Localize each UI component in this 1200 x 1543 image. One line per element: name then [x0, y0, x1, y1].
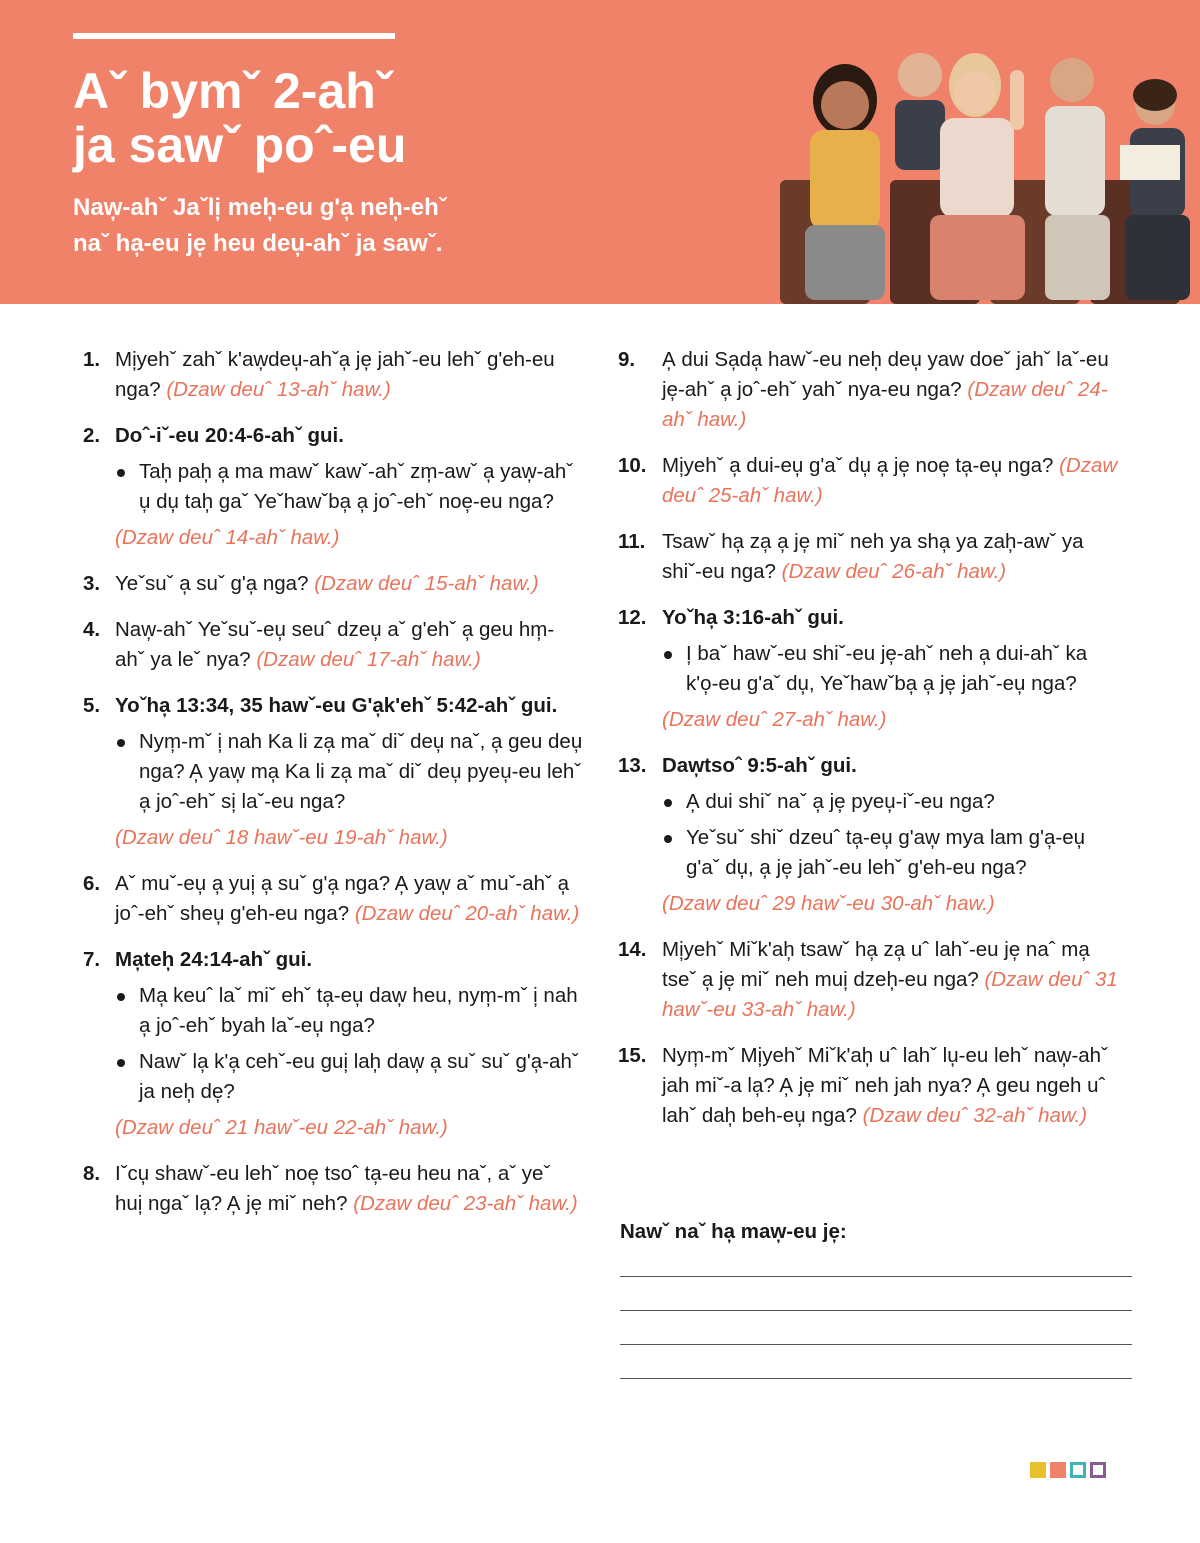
- scripture-title: Doˆ-iˇ-eu 20:4-6-ahˇ gui.: [115, 424, 344, 447]
- paragraph-reference: (Dzaw deuˆ 14-ahˇ haw.): [115, 526, 340, 549]
- bullet-item: Nym̦-mˇ i̦ nah Ka li za̦ maˇ diˇ deu̦ naˇ, a̦ geu deu̦ nga? A̦ yaw̦ ma̦ Ka li za̦ maˇ diˇ deu̦ pyeu̦-eu lehˇ a̦ joˆ-ehˇ si̦ laˇ-eu nga?: [115, 727, 583, 817]
- square-teal-outline: [1070, 1462, 1086, 1478]
- question-1: [83, 345, 583, 405]
- square-yellow: [1030, 1462, 1046, 1478]
- question-5: [83, 691, 583, 853]
- page-subtitle: [73, 190, 543, 262]
- question-12: [618, 603, 1118, 735]
- note-line[interactable]: [620, 1276, 1132, 1277]
- question-number: 15.: [618, 1044, 647, 1067]
- note-line[interactable]: [620, 1310, 1132, 1311]
- paragraph-reference: (Dzaw deuˆ 17-ahˇ haw.): [256, 648, 481, 671]
- paragraph-reference: (Dzaw deuˆ 24-ahˇ haw.): [662, 378, 1108, 431]
- paragraph-reference: (Dzaw deuˆ 27-ahˇ haw.): [662, 708, 887, 731]
- question-number: 5.: [83, 694, 101, 717]
- note-line[interactable]: [620, 1344, 1132, 1345]
- subtitle-line: naˇ ha̦-eu je̦ heu deu̦-ahˇ ja sawˇ.: [73, 230, 443, 257]
- bullet-item: Yeˇsuˇ shiˇ dzeuˆ ta̦-eu̦ g'aw̦ mya lam g'a̦-eu̦ g'aˇ du̦, a̦ je̦ jahˇ-eu lehˇ g'eh-eu nga?: [662, 823, 1118, 883]
- questions-right-column: [618, 345, 1118, 1147]
- question-number: 13.: [618, 754, 647, 777]
- paragraph-reference: (Dzaw deuˆ 29 hawˇ-eu 30-ahˇ haw.): [662, 892, 995, 915]
- question-number: 7.: [83, 948, 101, 971]
- question-text: Mi̦yehˇ a̦ dui-eu̦ g'aˇ du̦ a̦ je̦ noe̦ ta̦-eu̦ nga?: [662, 454, 1054, 477]
- question-text: Tsawˇ ha̦ za̦ a̦ je̦ miˇ neh ya sha̦ ya zah̦-awˇ ya shiˇ-eu nga?: [662, 530, 1084, 583]
- question-number: 10.: [618, 454, 647, 477]
- paragraph-reference: (Dzaw deuˆ 31 hawˇ-eu 33-ahˇ haw.): [662, 968, 1118, 1021]
- paragraph-reference: (Dzaw deuˆ 32-ahˇ haw.): [862, 1104, 1088, 1127]
- question-number: 2.: [83, 424, 101, 447]
- questions-left-column: [83, 345, 583, 1235]
- question-number: 1.: [83, 348, 101, 371]
- bullet-item: Nawˇ la̦ k'a̦ cehˇ-eu gui̦ lah̦ daw̦ a̦ suˇ suˇ g'a̦-ahˇ ja neh̦ de̦?: [115, 1047, 583, 1107]
- question-text: Mi̦yehˇ Miˇk'ah̦ tsawˇ ha̦ za̦ uˆ lahˇ-eu je̦ naˆ ma̦ tseˇ a̦ je̦ miˇ neh mui̦ dzeh̦-eu nga?: [662, 938, 1090, 991]
- question-4: [83, 615, 583, 675]
- color-squares-decoration: [1030, 1462, 1106, 1478]
- question-number: 11.: [618, 530, 646, 553]
- question-10: [618, 451, 1118, 511]
- title-line: ja sawˇ poˆ-eu: [73, 117, 407, 173]
- question-text: Mi̦yehˇ zahˇ k'aw̦deu̦-ahˇa̦ je̦ jahˇ-eu lehˇ g'eh-eu nga?: [115, 348, 555, 401]
- scripture-title: Ma̦teh̦ 24:14-ahˇ gui.: [115, 948, 313, 971]
- scripture-title: Yoˇha̦ 13:34, 35 hawˇ-eu G'a̦k'ehˇ 5:42-ahˇ gui.: [115, 694, 558, 717]
- title-line: Aˇ bymˇ 2-ahˇ: [73, 63, 393, 119]
- paragraph-reference: (Dzaw deuˆ 13-ahˇ haw.): [166, 378, 391, 401]
- question-text: Naw̦-ahˇ Yeˇsuˇ-eu̦ seuˆ dzeu̦ aˇ g'ehˇ a̦ geu hm̦-ahˇ ya leˇ nya?: [115, 618, 555, 671]
- paragraph-reference: (Dzaw deuˆ 20-ahˇ haw.): [354, 902, 580, 925]
- question-text: Yeˇsuˇ a̦ suˇ g'a̦ nga?: [115, 572, 309, 595]
- question-number: 8.: [83, 1162, 101, 1185]
- paragraph-reference: (Dzaw deuˆ 21 hawˇ-eu 22-ahˇ haw.): [115, 1116, 448, 1139]
- header-rule: [73, 33, 395, 39]
- square-purple-outline: [1090, 1462, 1106, 1478]
- paragraph-reference: (Dzaw deuˆ 18 hawˇ-eu 19-ahˇ haw.): [115, 826, 448, 849]
- question-11: [618, 527, 1118, 587]
- question-7: [83, 945, 583, 1143]
- subtitle-line: Naw̦-ahˇ Jaˇli̦ meh̦-eu g'a̦ neh̦-ehˇ: [73, 194, 447, 221]
- paragraph-reference: (Dzaw deuˆ 25-ahˇ haw.): [662, 454, 1118, 507]
- question-number: 9.: [618, 348, 636, 371]
- question-2: [83, 421, 583, 553]
- paragraph-reference: (Dzaw deuˆ 15-ahˇ haw.): [314, 572, 539, 595]
- question-text: Nym̦-mˇ Mi̦yehˇ Miˇk'ah̦ uˆ lahˇ lu̦-eu lehˇ naw̦-ahˇ jah miˇ-a la̦? A̦ je̦ miˇ neh jah nya? A̦ geu ngeh uˆ lahˇ dah̦ beh-eu̦ nga?: [662, 1044, 1108, 1127]
- question-number: 3.: [83, 572, 101, 595]
- question-text: A̦ dui Sa̦da̦ hawˇ-eu neh̦ deu̦ yaw doeˇ jahˇ laˇ-eu je̦-ahˇ a̦ joˆ-ehˇ yahˇ nya-eu nga?: [662, 348, 1109, 401]
- notes-label: Nawˇ naˇ ha̦ maw̦-eu je̦:: [620, 1220, 847, 1243]
- paragraph-reference: (Dzaw deuˆ 26-ahˇ haw.): [781, 560, 1007, 583]
- question-number: 14.: [618, 938, 647, 961]
- question-15: [618, 1041, 1118, 1131]
- bullet-item: Tah̦ pah̦ a̦ ma mawˇ kawˇ-ahˇ zm̦-awˇ a̦ yaw̦-ahˇ u̦ du̦ tah̦ gaˇ Yeˇhawˇba̦ a̦ joˆ-ehˇ noe̦-eu nga?: [115, 457, 583, 517]
- page-title: [73, 64, 493, 172]
- question-3: [83, 569, 583, 599]
- scripture-title: Daw̦tsoˆ 9:5-ahˇ gui.: [662, 754, 857, 777]
- question-9: [618, 345, 1118, 435]
- question-text: Iˇcu̦ shawˇ-eu lehˇ noe̦ tsoˆ ta̦-eu heu naˇ, aˇ yeˇ hui̦ ngaˇ la̦? A̦ je̦ miˇ neh?: [115, 1162, 551, 1215]
- question-13: [618, 751, 1118, 919]
- question-number: 4.: [83, 618, 101, 641]
- header-banner: [0, 0, 1200, 304]
- scripture-title: Yoˇha̦ 3:16-ahˇ gui.: [662, 606, 844, 629]
- note-line[interactable]: [620, 1378, 1132, 1379]
- paragraph-reference: (Dzaw deuˆ 23-ahˇ haw.): [353, 1192, 578, 1215]
- square-orange: [1050, 1462, 1066, 1478]
- question-8: [83, 1159, 583, 1219]
- question-text: Aˇ muˇ-eu̦ a̦ yui̦ a̦ suˇ g'a̦ nga? A̦ yaw̦ aˇ muˇ-ahˇ a̦ joˆ-ehˇ sheu̦ g'eh-eu nga?: [115, 872, 569, 925]
- bullet-item: A̦ dui shiˇ naˇ a̦ je̦ pyeu̦-iˇ-eu nga?: [662, 787, 1118, 817]
- question-number: 6.: [83, 872, 101, 895]
- question-6: [83, 869, 583, 929]
- people-illustration: [760, 30, 1200, 304]
- question-number: 12.: [618, 606, 647, 629]
- bullet-item: Ma̦ keuˆ laˇ miˇ ehˇ ta̦-eu̦ daw̦ heu, nym̦-mˇ i̦ nah a̦ joˆ-ehˇ byah laˇ-eu̦ nga?: [115, 981, 583, 1041]
- bullet-item: I̦ baˇ hawˇ-eu shiˇ-eu je̦-ahˇ neh a̦ dui-ahˇ ka k'o̦-eu g'aˇ du̦, Yeˇhawˇba̦ a̦ je̦ jahˇ-eu̦ nga?: [662, 639, 1118, 699]
- question-14: [618, 935, 1118, 1025]
